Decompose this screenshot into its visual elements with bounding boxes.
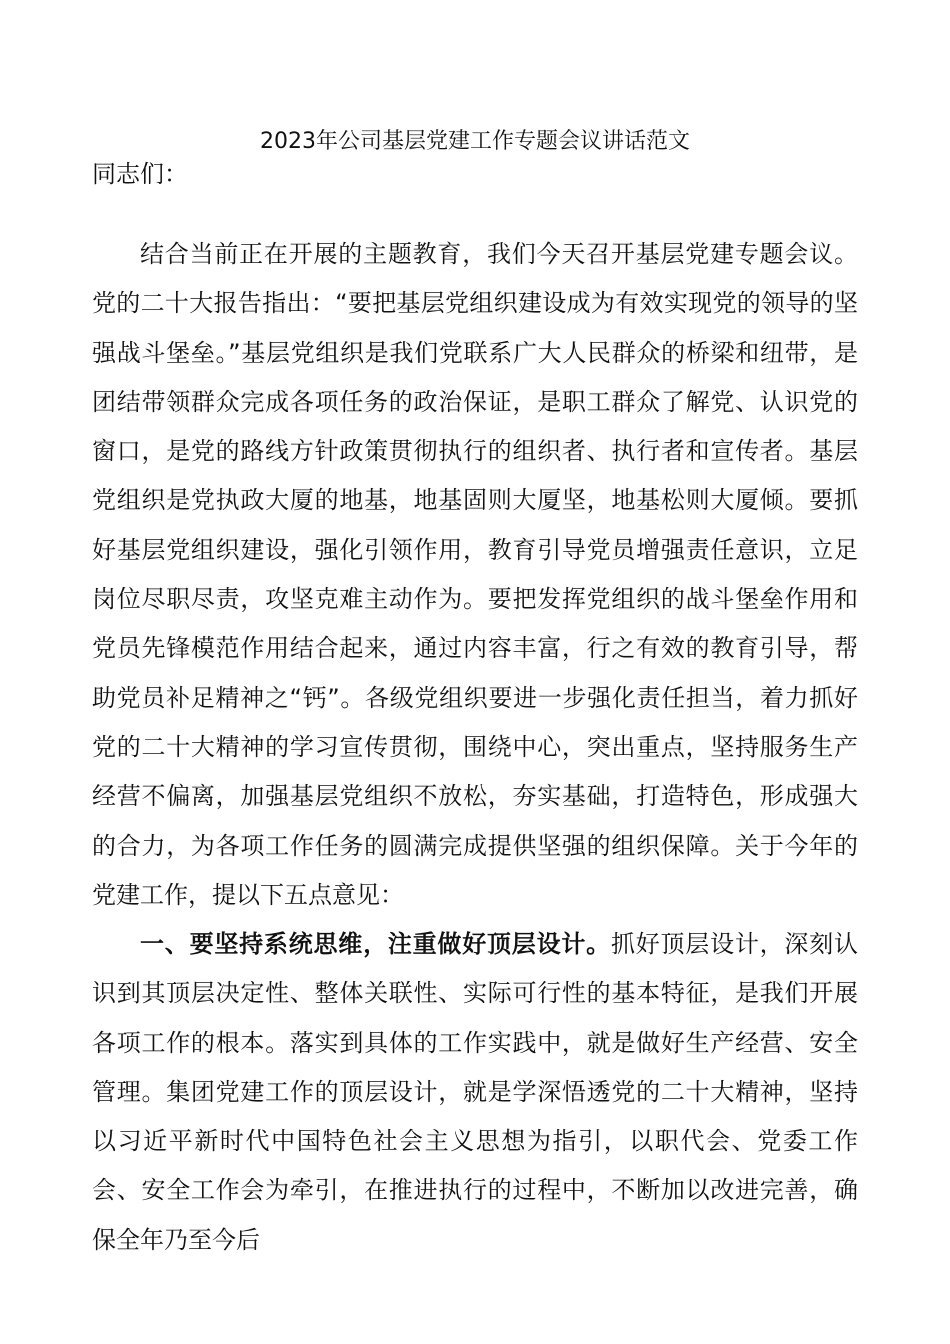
- paragraph-intro: [92, 230, 858, 920]
- salutation: 同志们：: [92, 160, 188, 188]
- paragraph-point-one: [92, 920, 858, 1265]
- document-title: 2023年公司基层党建工作专题会议讲话范文: [260, 129, 690, 154]
- paragraph-intro-text: 结合当前正在开展的主题教育，我们今天召开基层党建专题会议。党的二十大报告指出：“要把基层党组织建设成为有效实现党的领导的坚强战斗堡垒。”基层党组织是我们党联系广大人民群众的桥梁和纽带，是团结带领群众完成各项任务的政治保证，是职工群众了解党、认识党的窗口，是党的路线方针政策贯彻执行的组织者、执行者和宣传者。基层党组织是党执政大厦的地基，地基固则大厦坚，地基松则大厦倾。要抓好基层党组织建设，强化引领作用，教育引导党员增强责任意识，立足岗位尽职尽责，攻坚克难主动作为。要把发挥党组织的战斗堡垒作用和党员先锋模范作用结合起来，通过内容丰富，行之有效的教育引导，帮助党员补足精神之“钙”。各级党组织要进一步强化责任担当，着力抓好党的二十大精神的学习宣传贯彻，围绕中心，突出重点，坚持服务生产经营不偏离，加强基层党组织不放松，夯实基础，打造特色，形成强大的合力，为各项工作任务的圆满完成提供坚强的组织保障。关于今年的党建工作，提以下五点意见：: [92, 240, 858, 909]
- paragraph-point-one-heading: 一、要坚持系统思维，注重做好顶层设计。: [140, 930, 611, 958]
- paragraph-point-one-text: 抓好顶层设计，深刻认识到其顶层决定性、整体关联性、实际可行性的基本特征，是我们开展各项工作的根本。落实到具体的工作实践中，就是做好生产经营、安全管理。集团党建工作的顶层设计，就是学深悟透党的二十大精神，坚持以习近平新时代中国特色社会主义思想为指引，以职代会、党委工作会、安全工作会为牵引，在推进执行的过程中，不断加以改进完善，确保全年乃至今后: [92, 930, 859, 1254]
